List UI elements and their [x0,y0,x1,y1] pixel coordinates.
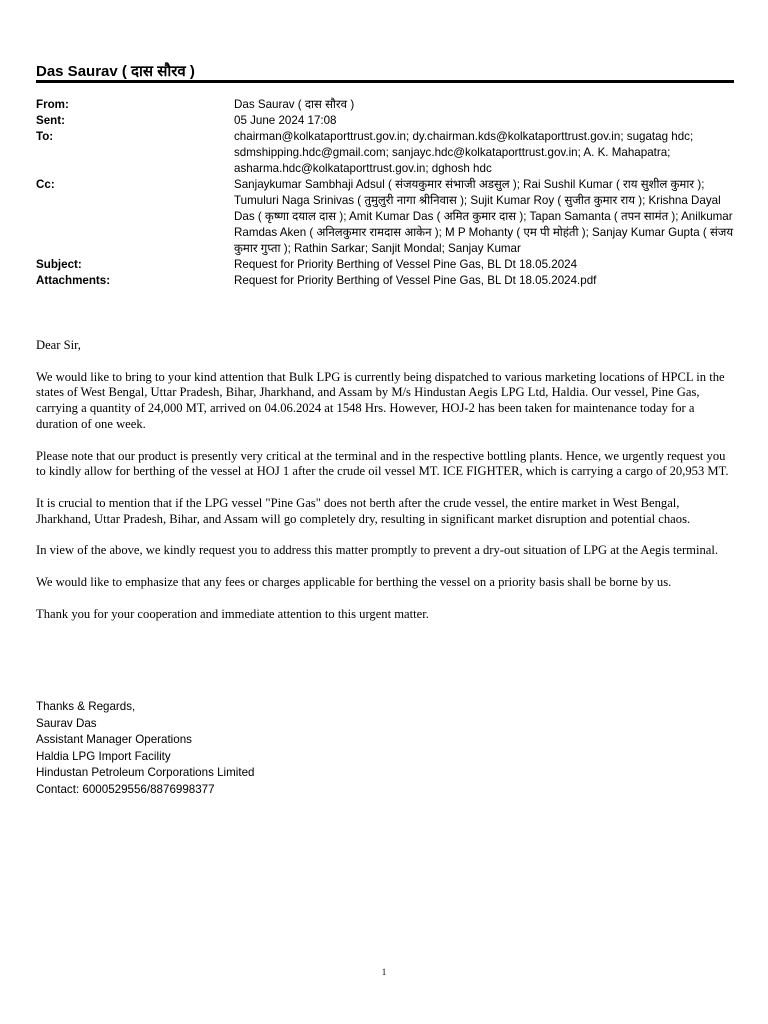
from-value: Das Saurav ( दास सौरव ) [234,98,355,111]
body-paragraph: In view of the above, we kindly request you to address this matter promptly to prevent a dry-out situation of LPG at the Aegis terminal. [36,543,719,558]
greeting: Dear Sir, [36,338,81,352]
subject-value: Request for Priority Berthing of Vessel Pine Gas, BL Dt 18.05.2024 [234,258,578,271]
signature-name: Saurav Das [36,716,97,730]
subject-row [36,257,736,273]
signature-closing: Thanks & Regards, [36,700,136,713]
body-paragraph: We would like to emphasize that any fees or charges applicable for berthing the vessel on a priority basis shall be borne by us. [36,574,672,589]
cc-label: Cc: [36,178,55,191]
signature-company: Hindustan Petroleum Corporations Limited [36,766,255,779]
from-row [36,97,736,113]
signature-designation: Assistant Manager Operations [36,733,192,746]
subject-label: Subject: [36,258,82,271]
page-number: 1 [381,967,387,977]
to-row [36,129,736,177]
sent-value: 05 June 2024 17:08 [234,114,337,127]
to-recipients: chairman@kolkataporttrust.gov.in; dy.chairman.kds@kolkataporttrust.gov.in; sugatag hdc; sdmshipping.hdc@gmail.com; sanjayc.hdc@kolkataporttrust.gov.in; A. K. Mahapatra; asharma.hdc@kolkataporttrust.gov.in; dghosh hdc [234,130,694,175]
email-body [36,338,734,638]
body-paragraph: We would like to bring to your kind attention that Bulk LPG is currently being dispatched to various marketing locations of HPCL in the states of West Bengal, Uttar Pradesh, Bihar, Jharkhand, and Assam by M/s Hindustan Aegis LPG Ltd, Haldia. Our vessel, Pine Gas, carrying a quantity of 24,000 MT, arrived on 04.06.2024 at 1548 Hrs. However, HOJ-2 has been taken for maintenance today for a duration of one week. [36,369,725,431]
cc-row [36,177,736,257]
attachments-label: Attachments: [36,274,111,287]
title-divider [36,80,734,83]
email-signature [36,699,636,798]
cc-recipients: Sanjaykumar Sambhaji Adsul ( संजयकुमार संभाजी अडसुल ); Rai Sushil Kumar ( राय सुशील कुमार ); Tumuluri Naga Srinivas ( तुमुलुरी नागा श्रीनिवास ); Sujit Kumar Roy ( सुजीत कुमार राय ); Krishna Dayal Das ( कृष्णा दयाल दास ); Amit Kumar Das ( अमित कुमार दास ); Tapan Samanta ( तपन सामंत ); Anilkumar Ramdas Aken ( अनिलकुमार रामदास आकेन ); M P Mohanty ( एम पी मोहंती ); Sanjay Kumar Gupta ( संजय कुमार गुप्ता ); Rathin Sarkar; Sanjit Mondal; Sanjay Kumar [234,178,734,255]
sent-row [36,113,736,129]
from-label: From: [36,98,69,111]
attachments-row [36,273,736,289]
body-paragraph: Thank you for your cooperation and immediate attention to this urgent matter. [36,606,429,621]
attachment-file: Request for Priority Berthing of Vessel Pine Gas, BL Dt 18.05.2024.pdf [234,274,597,287]
signature-contact: Contact: 6000529556/8876998377 [36,782,215,796]
body-paragraph: It is crucial to mention that if the LPG vessel "Pine Gas" does not berth after the crude vessel, the entire market in West Bengal, Jharkhand, Uttar Pradesh, Bihar, and Assam will go completely dry, resulting in significant market disruption and potential chaos. [36,495,691,526]
body-paragraph: Please note that our product is presently very critical at the terminal and in the respective bottling plants. Hence, we urgently request you to kindly allow for berthing of the vessel at HOJ 1 after the crude oil vessel MT. ICE FIGHTER, which is carrying a cargo of 20,953 MT. [36,448,729,479]
signature-facility: Haldia LPG Import Facility [36,749,171,763]
email-header-table [36,97,736,289]
to-label: To: [36,130,54,143]
sender-title: Das Saurav ( दास सौरव ) [36,63,195,80]
sent-label: Sent: [36,114,65,127]
